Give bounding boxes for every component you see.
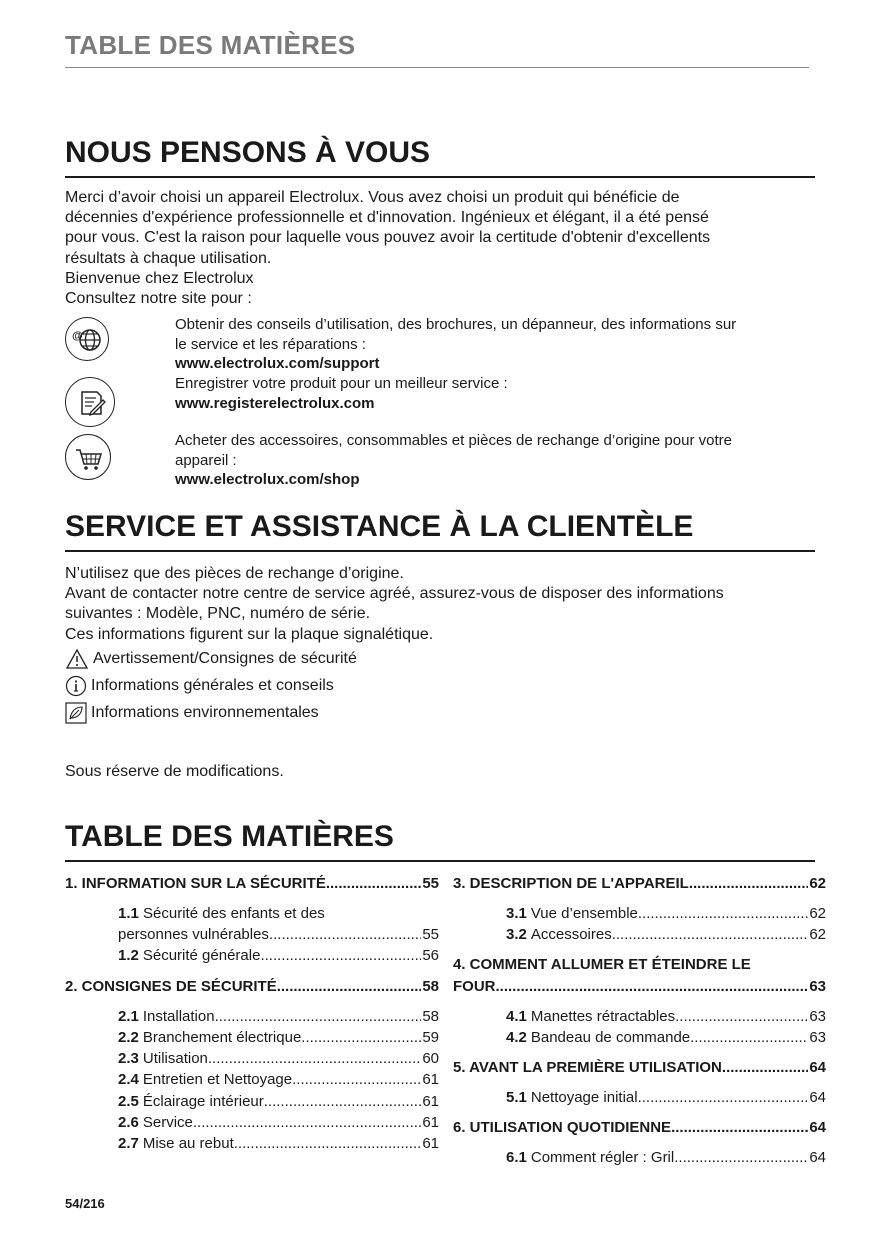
item-text: le service et les réparations : — [175, 335, 366, 353]
support-link[interactable]: www.electrolux.com/support — [175, 355, 380, 372]
section-title-toc: TABLE DES MATIÈRES — [65, 820, 394, 853]
item-register — [175, 374, 815, 413]
toc-sub-number: 1.1 — [118, 905, 139, 922]
symbol-label: Informations générales et conseils — [91, 677, 334, 694]
toc-page: 55 — [422, 926, 439, 943]
toc-sub-entry[interactable] — [506, 1008, 826, 1025]
symbol-info-row — [65, 675, 334, 697]
svg-text:@: @ — [72, 330, 83, 342]
toc-page: 58 — [422, 978, 439, 995]
toc-page: 59 — [422, 1029, 439, 1046]
toc-sub-number: 2.7 — [118, 1135, 139, 1152]
toc-page: 64 — [809, 1059, 826, 1076]
shop-link[interactable]: www.electrolux.com/shop — [175, 471, 360, 488]
toc-entry[interactable] — [65, 875, 439, 892]
toc-entry[interactable] — [453, 1059, 826, 1076]
warning-triangle-icon — [65, 648, 89, 670]
toc-sub-title: Éclairage intérieur — [142, 1093, 264, 1110]
intro-paragraph — [65, 188, 825, 309]
toc-entry[interactable] — [453, 1119, 826, 1136]
toc-page: 64 — [809, 1089, 826, 1106]
toc-sub-title: Utilisation — [142, 1050, 208, 1067]
item-shop — [175, 431, 815, 490]
paragraph-line: Ces informations figurent sur la plaque signalétique. — [65, 625, 434, 643]
item-text: Acheter des accessoires, consommables et pièces de rechange d’origine pour votre — [175, 432, 732, 449]
toc-page: 63 — [809, 1029, 826, 1046]
toc-sub-number: 4.2 — [506, 1029, 527, 1046]
toc-page: 61 — [422, 1114, 439, 1131]
toc-sub-number: 2.1 — [118, 1008, 139, 1025]
modifications-note: Sous réserve de modifications. — [65, 763, 284, 780]
toc-page: 55 — [422, 875, 439, 892]
toc-page: 56 — [422, 947, 439, 964]
toc-page: 63 — [809, 1008, 826, 1025]
toc-sub-entry[interactable] — [118, 1114, 439, 1131]
paragraph-line: N’utilisez que des pièces de rechange d’origine. — [65, 565, 404, 582]
globe-at-icon — [65, 317, 109, 361]
toc-sub-number: 1.2 — [118, 947, 139, 964]
toc-sub-title: Branchement électrique — [142, 1029, 302, 1046]
register-document-icon — [65, 377, 115, 427]
section-title-nous-pensons: NOUS PENSONS À VOUS — [65, 136, 431, 169]
toc-page: 61 — [422, 1093, 439, 1110]
section-rule — [65, 860, 815, 862]
running-header: TABLE DES MATIÈRES — [65, 30, 356, 60]
toc-page: 62 — [809, 926, 826, 943]
toc-page: 58 — [422, 1008, 439, 1025]
toc-sub-entry[interactable] — [118, 947, 439, 964]
toc-sub-title: Sécurité générale — [142, 947, 261, 964]
toc-page: 60 — [422, 1050, 439, 1067]
toc-sub-title: Bandeau de commande — [530, 1029, 691, 1046]
section-rule — [65, 550, 815, 552]
toc-page: 61 — [422, 1135, 439, 1152]
paragraph-line: pour vous. C'est la raison pour laquelle vous pouvez avoir la certitude d'obtenir d'excellents — [65, 229, 711, 247]
toc-sub-title: personnes vulnérables — [118, 926, 269, 943]
toc-page: 64 — [809, 1119, 826, 1136]
toc-sub-entry[interactable] — [118, 1093, 439, 1110]
toc-sub-number: 4.1 — [506, 1008, 527, 1025]
toc-entry-title: 1. INFORMATION SUR LA SÉCURITÉ — [65, 875, 326, 892]
symbol-label: Avertissement/Consignes de sécurité — [93, 650, 357, 667]
toc-sub-entry[interactable] — [506, 1089, 826, 1106]
toc-sub-entry[interactable] — [118, 1135, 439, 1152]
toc-sub-title: Comment régler : Gril — [530, 1149, 675, 1166]
section-rule — [65, 176, 815, 178]
toc-sub-entry[interactable] — [118, 1008, 439, 1025]
toc-page: 64 — [809, 1149, 826, 1166]
toc-sub-number: 3.1 — [506, 905, 527, 922]
toc-sub-entry[interactable] — [118, 1029, 439, 1046]
toc-sub-title: Accessoires — [530, 926, 612, 943]
symbol-environment-row — [65, 702, 319, 724]
paragraph-line: décennies d'expérience professionnelle et d'innovation. Ingénieux et élégant, il a été pensé — [65, 209, 709, 227]
page-number: 54/216 — [65, 1196, 105, 1211]
toc-entry-title: 6. UTILISATION QUOTIDIENNE — [453, 1119, 672, 1136]
toc-sub-title: Sécurité des enfants et des — [143, 905, 325, 922]
toc-sub-entry[interactable] — [506, 1149, 826, 1166]
paragraph-line: Merci d’avoir choisi un appareil Electrolux. Vous avez choisi un produit qui bénéficie de — [65, 189, 680, 206]
toc-sub-entry[interactable] — [506, 926, 826, 943]
item-text: Obtenir des conseils d’utilisation, des brochures, un dépanneur, des informations sur — [175, 316, 737, 333]
toc-sub-title: Entretien et Nettoyage — [142, 1071, 293, 1088]
toc-sub-title: Installation — [142, 1008, 215, 1025]
toc-entry-title: 5. AVANT LA PREMIÈRE UTILISATION — [453, 1059, 722, 1076]
toc-page: 62 — [809, 905, 826, 922]
toc-entry-title: 2. CONSIGNES DE SÉCURITÉ — [65, 978, 277, 995]
toc-sub-number: 2.5 — [118, 1093, 139, 1110]
toc-sub-title: Service — [142, 1114, 193, 1131]
toc-sub-title: Vue d’ensemble — [530, 905, 638, 922]
toc-page: 63 — [809, 978, 826, 995]
toc-sub-title: Manettes rétractables — [530, 1008, 676, 1025]
toc-page: 61 — [422, 1071, 439, 1088]
toc-entry[interactable] — [453, 978, 826, 995]
toc-sub-entry[interactable] — [118, 1050, 439, 1067]
item-text: appareil : — [175, 451, 237, 469]
toc-sub-entry[interactable] — [506, 905, 826, 922]
toc-sub-entry-1-1b[interactable] — [118, 926, 439, 943]
toc-entry-title-line[interactable]: 4. COMMENT ALLUMER ET ÉTEINDRE LE — [453, 956, 751, 973]
toc-sub-title: Mise au rebut — [142, 1135, 234, 1152]
toc-sub-entry-1-1a[interactable] — [118, 905, 325, 922]
toc-sub-number: 3.2 — [506, 926, 527, 943]
toc-entry-title: 3. DESCRIPTION DE L'APPAREIL — [453, 875, 689, 892]
toc-sub-number: 5.1 — [506, 1089, 527, 1106]
toc-sub-number: 2.3 — [118, 1050, 139, 1067]
register-link[interactable]: www.registerelectrolux.com — [175, 394, 375, 412]
toc-sub-number: 2.6 — [118, 1114, 139, 1131]
paragraph-line: Bienvenue chez Electrolux — [65, 269, 254, 287]
item-text: Enregistrer votre produit pour un meilleur service : — [175, 375, 508, 392]
paragraph-line: Consultez notre site pour : — [65, 290, 252, 308]
info-circle-icon — [65, 675, 87, 697]
toc-page: 62 — [809, 875, 826, 892]
toc-sub-number: 2.4 — [118, 1071, 139, 1088]
toc-sub-entry[interactable] — [118, 1071, 439, 1088]
symbol-warning-row — [65, 648, 357, 670]
toc-sub-entry[interactable] — [506, 1029, 826, 1046]
toc-entry-title: FOUR — [453, 978, 496, 995]
section-title-service: SERVICE ET ASSISTANCE À LA CLIENTÈLE — [65, 510, 694, 543]
toc-entry[interactable] — [453, 875, 826, 892]
symbol-label: Informations environnementales — [91, 704, 319, 721]
leaf-box-icon — [65, 702, 87, 724]
toc-sub-number: 2.2 — [118, 1029, 139, 1046]
paragraph-line: résultats à chaque utilisation. — [65, 249, 272, 267]
paragraph-line: suivantes : Modèle, PNC, numéro de série. — [65, 605, 371, 623]
toc-sub-number: 6.1 — [506, 1149, 527, 1166]
service-paragraph — [65, 564, 825, 645]
running-header-rule — [65, 67, 809, 68]
paragraph-line: Avant de contacter notre centre de service agréé, assurez-vous de disposer des informations — [65, 585, 724, 603]
shopping-cart-icon — [65, 434, 111, 480]
item-support — [175, 315, 815, 374]
toc-entry[interactable] — [65, 978, 439, 995]
toc-sub-title: Nettoyage initial — [530, 1089, 638, 1106]
